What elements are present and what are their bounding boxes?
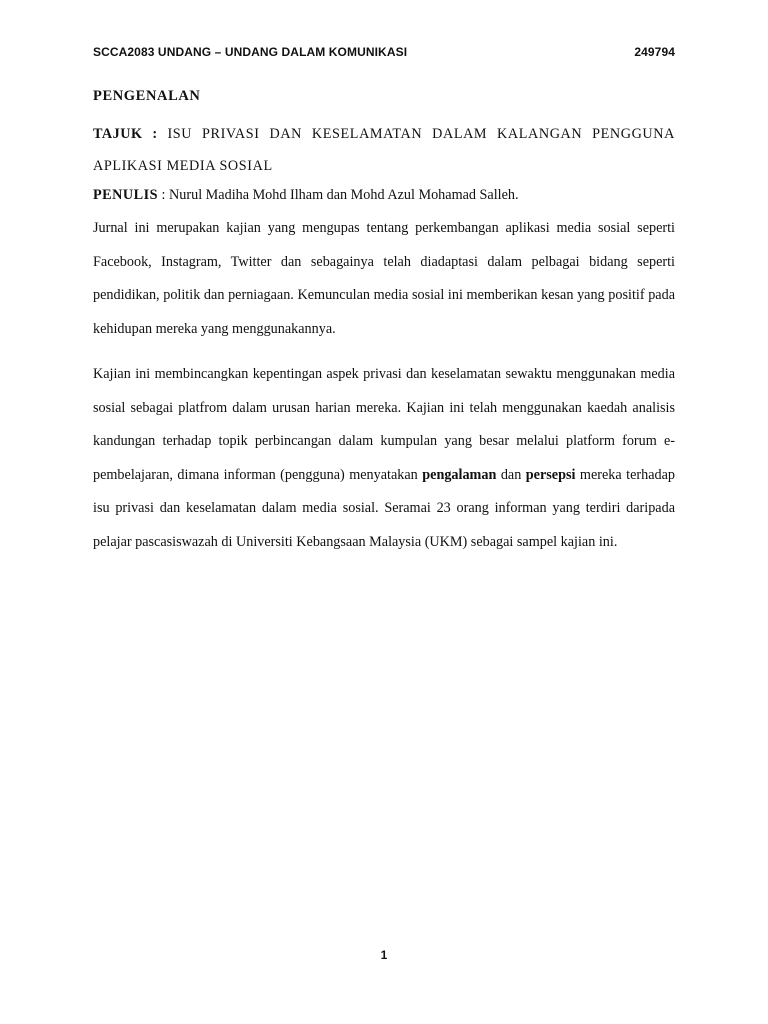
title-label: TAJUK : bbox=[93, 126, 158, 142]
paragraph-study bbox=[93, 358, 675, 559]
author-text: : Nurul Madiha Mohd Ilham dan Mohd Azul Mohamad Salleh. bbox=[158, 187, 519, 203]
title-block bbox=[93, 118, 675, 182]
author-block bbox=[93, 184, 675, 206]
keyword-persepsi: persepsi bbox=[525, 466, 576, 483]
header-student-id: 249794 bbox=[634, 45, 675, 59]
page-header bbox=[93, 44, 675, 60]
paragraph-intro: Jurnal ini merupakan kajian yang mengupas tentang perkembangan aplikasi media sosial seperti Facebook, Instagram, Twitter dan sebagainya telah diadaptasi dalam pelbagai bidang seperti pendidikan, politik dan perniagaan. Kemunculan media sosial ini memberikan kesan yang positif pada kehidupan mereka yang menggunakannya. bbox=[93, 220, 675, 337]
keyword-pengalaman: pengalaman bbox=[422, 466, 497, 483]
section-heading: PENGENALAN bbox=[93, 88, 201, 104]
author-label: PENULIS bbox=[93, 187, 158, 203]
page-number: 1 bbox=[380, 948, 388, 962]
paragraph-study-part1: Kajian ini membincangkan kepentingan aspek privasi dan keselamatan sewaktu menggunakan media sosial sebagai platfrom dalam urusan harian mereka. Kajian ini telah menggunakan kaedah analisis kandungan terhadap topik perbincangan dalam kumpulan yang besar melalui platform forum e-pembelajaran, dimana informan (pengguna) menyatakan bbox=[93, 366, 675, 483]
header-course-title: SCCA2083 UNDANG – UNDANG DALAM KOMUNIKASI bbox=[93, 45, 408, 59]
paragraph-study-part2: mereka terhadap isu privasi dan keselamatan dalam media sosial. Seramai 23 orang informan yang terdiri daripada pelajar pascasiswazah di Universiti Kebangsaan Malaysia (UKM) sebagai sampel kajian ini. bbox=[93, 466, 675, 550]
title-text: ISU PRIVASI DAN KESELAMATAN DALAM KALANGAN PENGGUNA APLIKASI MEDIA SOSIAL bbox=[93, 126, 675, 174]
paragraph-study-connector: dan bbox=[496, 466, 526, 483]
document-body bbox=[93, 86, 675, 559]
